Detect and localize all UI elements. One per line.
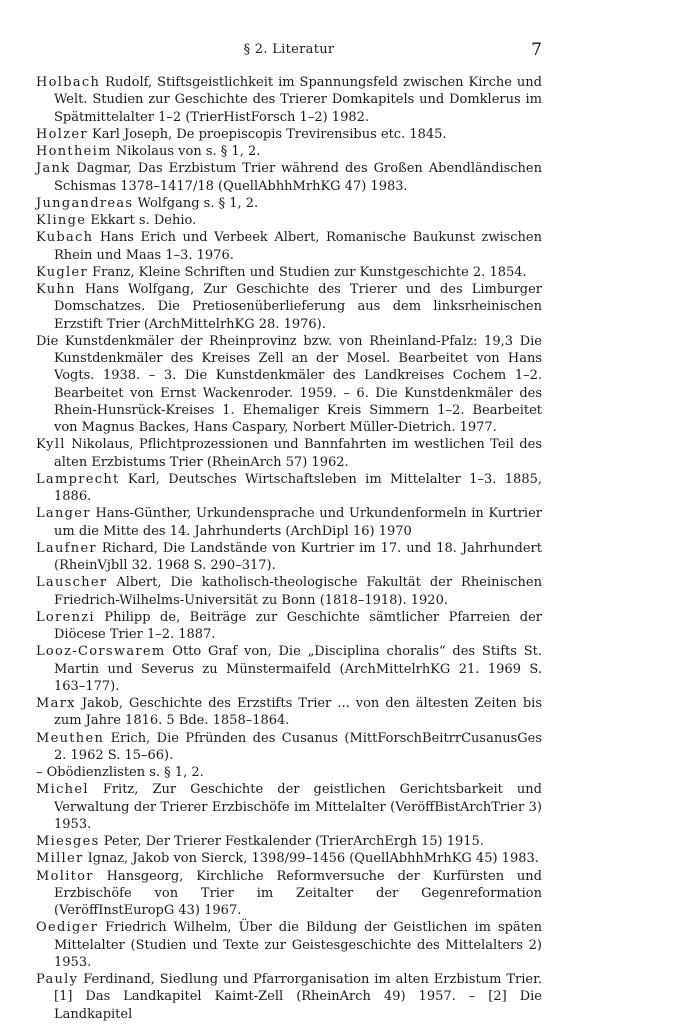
- bibliography-entry: [36, 643, 542, 695]
- author-surname: Marx: [36, 696, 76, 711]
- author-surname: Molitor: [36, 868, 94, 884]
- author-surname: Oediger: [36, 920, 99, 936]
- entry-text: Dagmar, Das Erzbistum Trier während des Großen Abendländischen Schismas 1378–1417/18 (QuellAbhhMrhKG 47) 1983.: [54, 161, 542, 194]
- bibliography-entry: [36, 143, 542, 160]
- bibliography-entry: [36, 505, 542, 540]
- bibliography-entry: [36, 264, 542, 281]
- author-surname: Looz-Corswarem: [36, 644, 166, 660]
- author-surname: Pauly: [36, 972, 79, 987]
- author-surname: Jank: [36, 161, 71, 177]
- entry-text: Karl, Deutsches Wirtschaftsleben im Mittelalter 1–3. 1885, 1886.: [54, 471, 542, 504]
- bibliography-entry: [36, 919, 542, 971]
- entry-text: Ferdinand, Siedlung und Pfarrorganisation im alten Erzbistum Trier. [1] Das Landkapitel Kaimt-Zell (RheinArch 49) 1957. – [2] Die Landkapitel: [54, 972, 542, 1022]
- author-surname: Lorenzi: [36, 609, 95, 625]
- entry-text: Karl Joseph, De proepiscopis Trevirensibus etc. 1845.: [87, 126, 447, 142]
- running-head: § 2. Literatur: [243, 42, 335, 57]
- entry-text: – Obödienzlisten s. § 1, 2.: [36, 765, 204, 780]
- bibliography-entry: [36, 764, 542, 781]
- entry-text: Otto Graf von, Die „Disciplina choralis“ des Stifts St. Martin und Severus zu Münstermaifeld (ArchMittelrhKG 21. 1969 S. 163–177).: [54, 644, 542, 694]
- page-number: 7: [531, 40, 542, 60]
- bibliography-entry: [36, 730, 542, 765]
- entry-text: Hans Wolfgang, Zur Geschichte des Trierer und des Limburger Domschatzes. Die Pretiosenüberlieferung aus dem linksrheinischen Erzstift Trier (ArchMittelrhKG 28. 1976).: [54, 282, 542, 332]
- entry-text: Hansgeorg, Kirchliche Reformversuche der Kurfürsten und Erzbischöfe von Trier im Zeitalter der Gegenreformation (VeröffInstEuropG 43) 1967.: [54, 868, 542, 918]
- entry-text: Philipp de, Beiträge zur Geschichte sämtlicher Pfarreien der Diöcese Trier 1–2. 1887.: [54, 609, 542, 642]
- author-surname: Holbach: [36, 75, 101, 90]
- bibliography-entry: [36, 695, 542, 730]
- bibliography-entry: [36, 333, 542, 437]
- bibliography-entry: [36, 229, 542, 264]
- entry-text: Hans-Günther, Urkundensprache und Urkundenformeln in Kurtrier um die Mitte des 14. Jahrhunderts (ArchDipl 16) 1970: [54, 506, 542, 539]
- author-surname: Kyll: [36, 437, 66, 453]
- author-surname: Jungandreas: [36, 195, 134, 211]
- entry-text: Peter, Der Trierer Festkalender (TrierArchErgh 15) 1915.: [99, 834, 484, 849]
- page-header: [36, 40, 542, 62]
- entry-text: Albert, Die katholisch-theologische Fakultät der Rheinischen Friedrich-Wilhelms-Universität zu Bonn (1818–1918). 1920.: [54, 575, 542, 608]
- bibliography-entry: [36, 850, 542, 867]
- entry-text: Friedrich Wilhelm, Über die Bildung der Geistlichen im späten Mittelalter (Studien und Texte zur Geistesgeschichte des Mittelalters 2) 1953.: [54, 920, 542, 970]
- author-surname: Lamprecht: [36, 471, 120, 487]
- author-surname: Miesges: [36, 834, 100, 849]
- entry-text: Wolfgang s. § 1, 2.: [133, 195, 259, 211]
- author-surname: Miller: [36, 851, 84, 867]
- entry-text: Hans Erich und Verbeek Albert, Romanische Baukunst zwischen Rhein und Maas 1–3. 1976.: [54, 230, 542, 263]
- bibliography-entry: [36, 195, 542, 212]
- bibliography-entry: [36, 574, 542, 609]
- entry-text: Nikolaus von s. § 1, 2.: [111, 144, 261, 159]
- bibliography-entry: [36, 212, 542, 229]
- entry-text: Nikolaus, Pflichtprozessionen und Bannfahrten im westlichen Teil des alten Erzbistums Trier (RheinArch 57) 1962.: [54, 437, 542, 470]
- bibliography-entry: [36, 540, 542, 575]
- bibliography-entry: [36, 609, 542, 644]
- entry-text: Franz, Kleine Schriften und Studien zur Kunstgeschichte 2. 1854.: [88, 264, 527, 280]
- bibliography-entry: [36, 126, 542, 143]
- bibliography-entry: [36, 281, 542, 333]
- bibliography-list: [36, 74, 542, 1023]
- entry-text: Ekkart s. Dehio.: [86, 213, 197, 228]
- entry-text: Jakob, Geschichte des Erzstifts Trier ... von den ältesten Zeiten bis zum Jahre 1816. 5 Bde. 1858–1864.: [54, 696, 542, 729]
- author-surname: Laufner: [36, 540, 97, 556]
- bibliography-entry: [36, 160, 542, 195]
- author-surname: Kubach: [36, 230, 94, 246]
- author-surname: Hontheim: [36, 144, 112, 159]
- bibliography-entry: [36, 833, 542, 850]
- bibliography-entry: [36, 868, 542, 920]
- entry-text: Richard, Die Landstände von Kurtrier im 17. und 18. Jahrhundert (RheinVjbll 32. 1968 S. 290–317).: [54, 540, 542, 573]
- bibliography-entry: [36, 74, 542, 126]
- entry-text: Ignaz, Jakob von Sierck, 1398/99–1456 (QuellAbhhMrhKG 45) 1983.: [83, 851, 539, 867]
- author-surname: Langer: [36, 506, 91, 522]
- author-surname: Kuhn: [36, 282, 76, 297]
- entry-text: Rudolf, Stiftsgeistlichkeit im Spannungsfeld zwischen Kirche und Welt. Studien zur Geschichte des Trierer Domkapitels und Domklerus im Spätmittelalter 1–2 (TrierHistForsch 1–2) 1982.: [54, 75, 542, 125]
- author-surname: Lauscher: [36, 575, 108, 591]
- bibliography-entry: [36, 971, 542, 1023]
- author-surname: Michel: [36, 782, 89, 798]
- bibliography-entry: [36, 781, 542, 833]
- entry-text: Fritz, Zur Geschichte der geistlichen Gerichtsbarkeit und Verwaltung der Trierer Erzbischöfe im Mittelalter (VeröffBistArchTrier 3) 1953.: [54, 782, 542, 832]
- entry-text: Die Kunstdenkmäler der Rheinprovinz bzw. von Rheinland-Pfalz: 19,3 Die Kunstdenkmäler des Kreises Zell an der Mosel. Bearbeitet von Hans Vogts. 1938. – 3. Die Kunstdenkmäler des Landkreises Cochem 1–2. Bearbeitet von Ernst Wackenroder. 1959. – 6. Die Kunstdenkmäler des Rhein-Hunsrück-Kreises 1. Ehemaliger Kreis Simmern 1–2. Bearbeitet von Magnus Backes, Hans Caspary, Norbert Müller-Dietrich. 1977.: [36, 333, 542, 435]
- author-surname: Klinge: [36, 213, 87, 228]
- author-surname: Holzer: [36, 126, 88, 142]
- author-surname: Kugler: [36, 264, 88, 280]
- author-surname: Meuthen: [36, 730, 105, 746]
- bibliography-entry: [36, 471, 542, 506]
- bibliography-entry: [36, 436, 542, 471]
- entry-text: Erich, Die Pfründen des Cusanus (MittForschBeitrrCusanusGes 2. 1962 S. 15–66).: [54, 730, 542, 763]
